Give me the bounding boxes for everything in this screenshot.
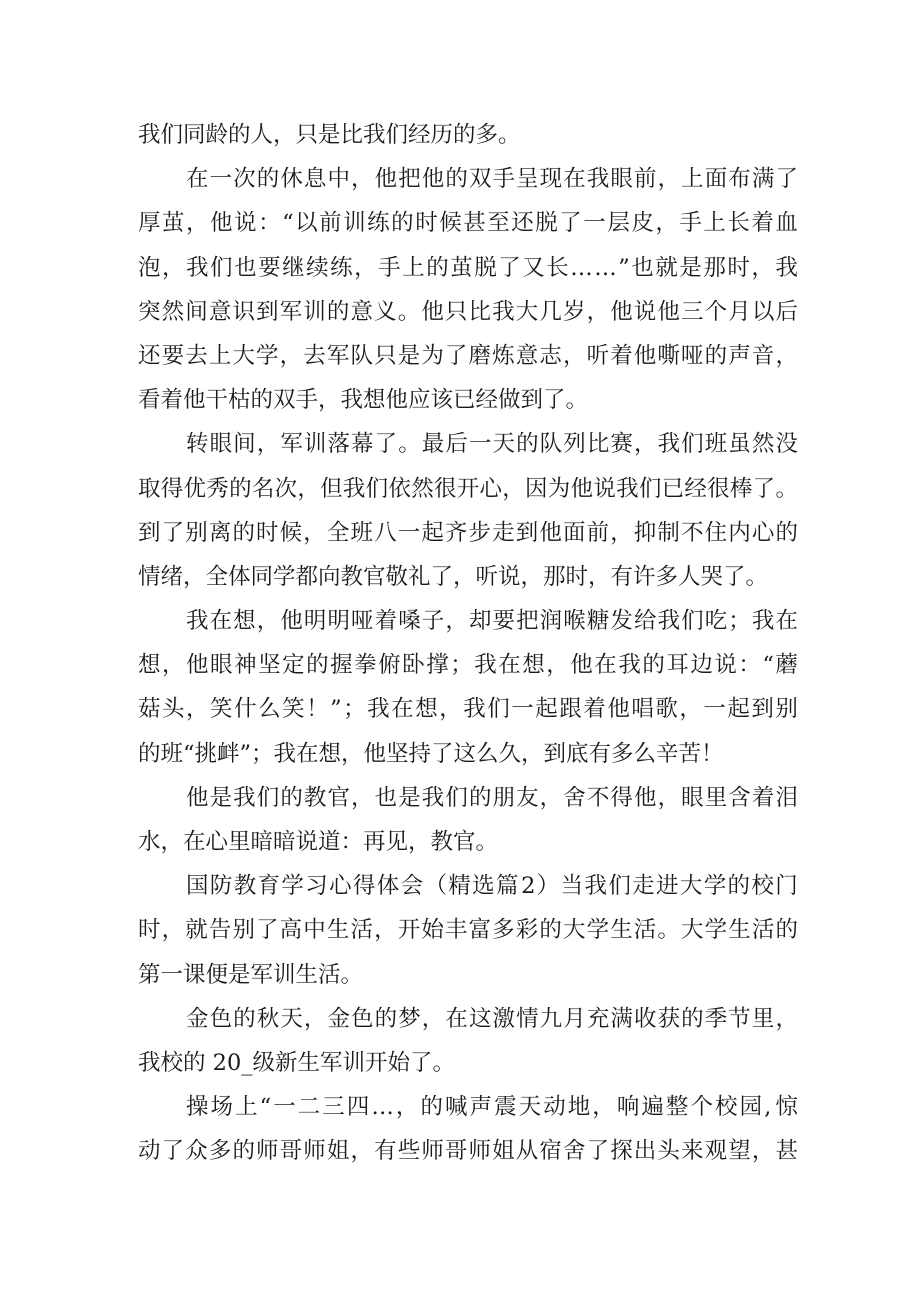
text-line: 水，在心里暗暗说道：再见，教官。	[138, 829, 499, 855]
text-line: 他 是 我 们 的 教 官 ， 也 是 我 们 的 朋 友 ， 舍 不 得 他 ， 眼 里 含 着 泪	[186, 784, 798, 811]
text-line: 泡 ， 我 们 也 要 继 续 练 ， 手 上 的 茧 脱 了 又 长 … … ” 也 就 是 那 时 ， 我	[138, 254, 798, 281]
text-line: 我 在 想 ， 他 明 明 哑 着 嗓 子 ， 却 要 把 润 喉 糖 发 给 我 们 吃 ； 我 在	[186, 608, 798, 635]
text-line: 在 一 次 的 休 息 中 ， 他 把 他 的 双 手 呈 现 在 我 眼 前 ， 上 面 布 满 了	[186, 166, 798, 193]
text-line: 菇 头 ， 笑 什 么 笑 ！ ” ； 我 在 想 ， 我 们 一 起 跟 着 他 唱 歌 ， 一 起 到 别	[138, 696, 798, 723]
text-line: 我们同龄的人，只是比我们经历的多。	[138, 122, 521, 148]
text-line: 突 然 间 意 识 到 军 训 的 意 义 。 他 只 比 我 大 几 岁 ， 他 说 他 三 个 月 以 后	[138, 298, 798, 325]
text-line: 厚 茧 ， 他 说 ： “ 以 前 训 练 的 时 候 甚 至 还 脱 了 一 层 皮 ， 手 上 长 着 血	[138, 210, 798, 237]
text-line: 的班“挑衅”；我在想，他坚持了这么久，到底有多么辛苦！	[138, 740, 724, 767]
text-line: 转 眼 间 ， 军 训 落 幕 了 。 最 后 一 天 的 队 列 比 赛 ， 我 们 班 虽 然 没	[186, 431, 798, 458]
text-line: 操 场 上 “ 一 二 三 四 … ， 的 喊 声 震 天 动 地 ， 响 遍 整 个 校 园 , 惊	[186, 1094, 798, 1121]
text-line: 动 了 众 多 的 师 哥 师 姐 ， 有 些 师 哥 师 姐 从 宿 舍 了 探 出 头 来 观 望 ， 甚	[138, 1138, 798, 1165]
text-line: 金 色 的 秋 天 ， 金 色 的 梦 ， 在 这 激 情 九 月 充 满 收 获 的 季 节 里 ，	[186, 1005, 798, 1032]
text-line: 时 ， 就 告 别 了 高 中 生 活 ， 开 始 丰 富 多 彩 的 大 学 生 活 。 大 学 生 活 的	[138, 917, 798, 944]
text-line: 我校的 20_级新生军训开始了。	[138, 1049, 456, 1076]
text-line: 想 ， 他 眼 神 坚 定 的 握 拳 俯 卧 撑 ； 我 在 想 ， 他 在 我 的 耳 边 说 ： “ 蘑	[138, 652, 798, 679]
text-line: 情绪，全体同学都向教官敬礼了，听说，那时，有许多人哭了。	[138, 563, 769, 590]
document-body	[138, 113, 798, 1174]
text-line: 国 防 教 育 学 习 心 得 体 会 （ 精 选 篇 2 ） 当 我 们 走 进 大 学 的 校 门	[186, 873, 798, 900]
text-line: 还 要 去 上 大 学 ， 去 军 队 只 是 为 了 磨 炼 意 志 ， 听 着 他 嘶 哑 的 声 音 ，	[138, 342, 798, 369]
text-line: 到 了 别 离 的 时 候 ， 全 班 八 一 起 齐 步 走 到 他 面 前 ， 抑 制 不 住 内 心 的	[138, 519, 798, 546]
text-line: 取 得 优 秀 的 名 次 ， 但 我 们 依 然 很 开 心 ， 因 为 他 说 我 们 已 经 很 棒 了 。	[138, 475, 798, 502]
text-line: 看着他干枯的双手，我想他应该已经做到了。	[138, 387, 589, 414]
text-line: 第一课便是军训生活。	[138, 961, 364, 988]
